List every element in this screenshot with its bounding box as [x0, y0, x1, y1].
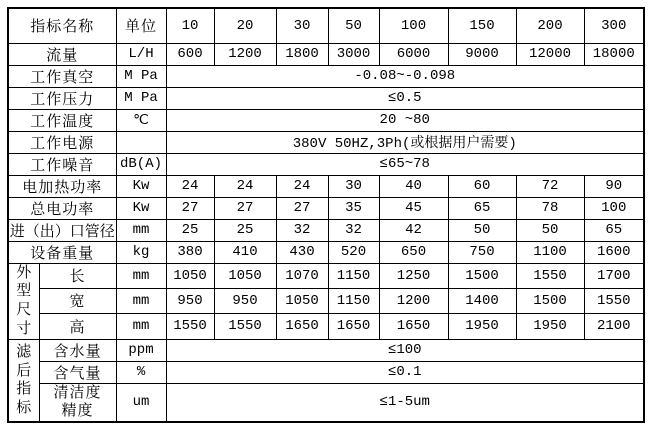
value-cell: 1650	[328, 314, 379, 339]
value-cell: 90	[584, 175, 644, 197]
header-model: 20	[214, 8, 276, 43]
value-cell: 1050	[276, 288, 328, 313]
value-cell: 6000	[379, 43, 448, 65]
value-cell: 60	[448, 175, 516, 197]
value-cell: 50	[516, 219, 584, 241]
header-model: 50	[328, 8, 379, 43]
merged-value-cell: ≤100	[166, 339, 644, 361]
row-dim-width	[8, 288, 644, 313]
value-cell: 600	[166, 43, 214, 65]
value-cell: 1150	[328, 263, 379, 288]
value-cell: 1070	[276, 263, 328, 288]
unit-cell: ppm	[116, 339, 166, 361]
row-label: 工作温度	[8, 109, 116, 131]
value-cell: 1400	[448, 288, 516, 313]
row-pressure	[8, 87, 644, 109]
value-cell: 2100	[584, 314, 644, 339]
value-cell: 1500	[448, 263, 516, 288]
value-cell: 520	[328, 241, 379, 263]
unit-cell: kg	[116, 241, 166, 263]
header-name: 指标名称	[8, 8, 116, 43]
row-vacuum	[8, 65, 644, 87]
value-cell: 1500	[516, 288, 584, 313]
group-label-filtered: 滤后指标	[8, 339, 39, 422]
value-cell: 1550	[584, 288, 644, 313]
value-cell: 27	[166, 197, 214, 219]
value-cell: 1550	[214, 314, 276, 339]
value-cell: 24	[214, 175, 276, 197]
value-cell: 1200	[379, 288, 448, 313]
unit-cell: mm	[116, 314, 166, 339]
row-label: 工作压力	[8, 87, 116, 109]
row-filtered-gas	[8, 361, 644, 383]
value-cell: 42	[379, 219, 448, 241]
unit-cell: Kw	[116, 175, 166, 197]
value-cell: 65	[584, 219, 644, 241]
value-cell: 1650	[379, 314, 448, 339]
unit-cell: mm	[116, 219, 166, 241]
merged-value-cell: ≤65~78	[166, 153, 644, 175]
header-model: 30	[276, 8, 328, 43]
value-cell: 35	[328, 197, 379, 219]
value-cell: 32	[276, 219, 328, 241]
merged-value-cell: 20 ~80	[166, 109, 644, 131]
row-filtered-cleanliness	[8, 383, 644, 422]
value-cell: 45	[379, 197, 448, 219]
row-filtered-water	[8, 339, 644, 361]
value-cell: 410	[214, 241, 276, 263]
value-cell: 12000	[516, 43, 584, 65]
value-cell: 950	[166, 288, 214, 313]
row-label: 设备重量	[8, 241, 116, 263]
unit-cell: um	[116, 383, 166, 422]
merged-value-cell: ≤1-5um	[166, 383, 644, 422]
spec-table	[7, 7, 645, 423]
unit-cell: mm	[116, 288, 166, 313]
row-pipe-diameter	[8, 219, 644, 241]
unit-cell: dB(A)	[116, 153, 166, 175]
header-model: 10	[166, 8, 214, 43]
value-cell: 430	[276, 241, 328, 263]
value-cell: 100	[584, 197, 644, 219]
header-model: 300	[584, 8, 644, 43]
value-cell: 1550	[516, 263, 584, 288]
unit-cell: L/H	[116, 43, 166, 65]
header-model: 200	[516, 8, 584, 43]
row-label: 进（出）口管径	[8, 219, 116, 241]
value-cell: 950	[214, 288, 276, 313]
row-label	[39, 383, 116, 422]
row-dim-height	[8, 314, 644, 339]
value-cell: 380	[166, 241, 214, 263]
value-cell: 65	[448, 197, 516, 219]
unit-cell: mm	[116, 263, 166, 288]
group-label-dimensions: 外型尺寸	[8, 263, 39, 339]
row-label: 含水量	[39, 339, 116, 361]
value-cell: 30	[328, 175, 379, 197]
header-unit: 单位	[116, 8, 166, 43]
row-dim-length	[8, 263, 644, 288]
unit-cell: ℃	[116, 109, 166, 131]
unit-cell	[116, 131, 166, 153]
value-cell: 50	[448, 219, 516, 241]
unit-cell: M Pa	[116, 87, 166, 109]
value-cell: 40	[379, 175, 448, 197]
row-heating-power	[8, 175, 644, 197]
row-noise	[8, 153, 644, 175]
row-label: 工作真空	[8, 65, 116, 87]
value-cell: 750	[448, 241, 516, 263]
merged-value-cell: 380V 50HZ,3Ph(或根据用户需要)	[166, 131, 644, 153]
value-cell: 1150	[328, 288, 379, 313]
row-label: 宽	[39, 288, 116, 313]
row-label: 含气量	[39, 361, 116, 383]
value-cell: 24	[166, 175, 214, 197]
merged-value-cell: ≤0.1	[166, 361, 644, 383]
value-cell: 32	[328, 219, 379, 241]
value-cell: 1800	[276, 43, 328, 65]
value-cell: 1550	[166, 314, 214, 339]
row-label: 高	[39, 314, 116, 339]
value-cell: 1050	[166, 263, 214, 288]
value-cell: 1950	[516, 314, 584, 339]
value-cell: 1650	[276, 314, 328, 339]
value-cell: 1200	[214, 43, 276, 65]
value-cell: 9000	[448, 43, 516, 65]
value-cell: 25	[166, 219, 214, 241]
row-weight	[8, 241, 644, 263]
value-cell: 1100	[516, 241, 584, 263]
row-label: 电加热功率	[8, 175, 116, 197]
value-cell: 27	[276, 197, 328, 219]
unit-cell: %	[116, 361, 166, 383]
header-row	[8, 8, 644, 43]
row-label-text: 清洁度精度	[53, 383, 102, 420]
row-label: 工作电源	[8, 131, 116, 153]
merged-value-cell: ≤0.5	[166, 87, 644, 109]
row-flow	[8, 43, 644, 65]
header-model: 150	[448, 8, 516, 43]
value-cell: 650	[379, 241, 448, 263]
value-cell: 1250	[379, 263, 448, 288]
row-total-power	[8, 197, 644, 219]
row-label: 流量	[8, 43, 116, 65]
value-cell: 1600	[584, 241, 644, 263]
value-cell: 1950	[448, 314, 516, 339]
unit-cell: M Pa	[116, 65, 166, 87]
value-cell: 1050	[214, 263, 276, 288]
value-cell: 18000	[584, 43, 644, 65]
value-cell: 24	[276, 175, 328, 197]
row-power-supply	[8, 131, 644, 153]
unit-cell: Kw	[116, 197, 166, 219]
row-label: 长	[39, 263, 116, 288]
value-cell: 25	[214, 219, 276, 241]
header-model: 100	[379, 8, 448, 43]
value-cell: 3000	[328, 43, 379, 65]
merged-value-cell: -0.08~-0.098	[166, 65, 644, 87]
value-cell: 1700	[584, 263, 644, 288]
value-cell: 27	[214, 197, 276, 219]
row-label: 工作噪音	[8, 153, 116, 175]
value-cell: 78	[516, 197, 584, 219]
row-label: 总电功率	[8, 197, 116, 219]
value-cell: 72	[516, 175, 584, 197]
row-temperature	[8, 109, 644, 131]
